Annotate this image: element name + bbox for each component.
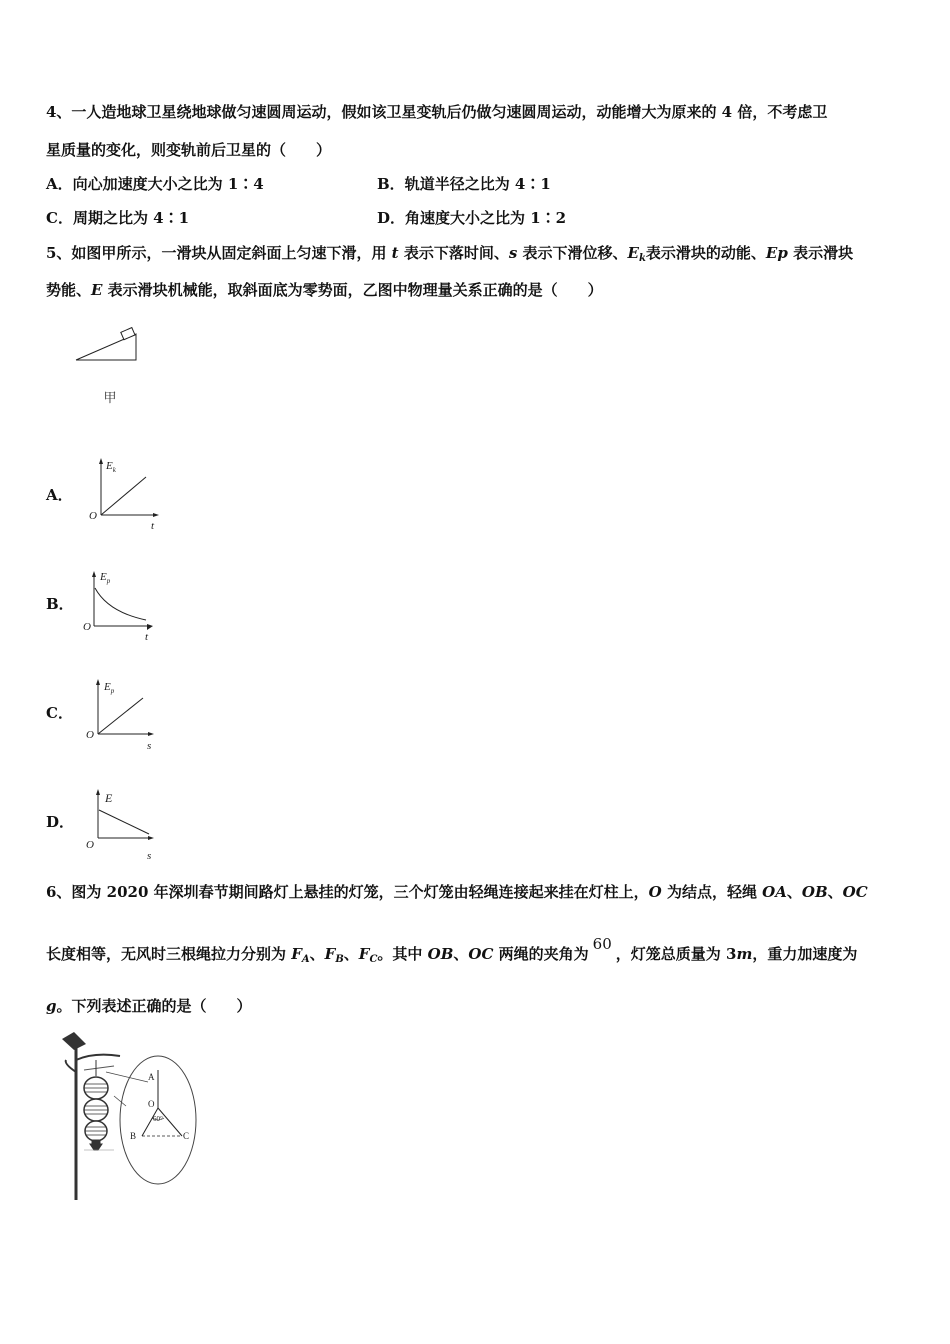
solar-panel-icon <box>62 1032 86 1050</box>
y-label: $E_k$ <box>106 460 116 474</box>
q5-option-b-letter: B． <box>46 595 74 613</box>
q6-stem-line3: g。下列表述正确的是（ ） <box>46 997 252 1015</box>
q4-stem-line1: 4、一人造地球卫星绕地球做匀速圆周运动，假如该卫星变轨后仍做匀速圆周运动，动能增大为原来的 4 倍，不考虑卫 <box>46 103 828 121</box>
x-arrow <box>153 513 159 517</box>
origin-label: O <box>83 621 91 633</box>
x-arrow <box>148 836 154 840</box>
lantern-figure <box>54 1030 204 1206</box>
x-arrow <box>148 732 154 736</box>
origin-label: O <box>86 729 94 741</box>
angle-label: 60° <box>153 1115 163 1123</box>
q5-option-a-letter: A． <box>46 486 73 504</box>
y-label: E <box>105 791 113 805</box>
q6-stem-line1: 6、图为 2020 年深圳春节期间路灯上悬挂的灯笼，三个灯笼由轻绳连接起来挂在灯柱上，O 为结点，轻绳 OA、OB、OC <box>46 883 868 901</box>
x-arrow <box>147 624 153 630</box>
y-label: $E_p$ <box>100 571 111 585</box>
graph-line <box>101 477 146 515</box>
figure-caption: 甲 <box>103 390 117 405</box>
q5-stem-line1: 5、如图甲所示，一滑块从固定斜面上匀速下滑，用 t 表示下落时间、s 表示下滑位移、$E_k$表示滑块的动能、Ep 表示滑块 <box>46 244 854 264</box>
lamp-arm <box>76 1055 120 1060</box>
x-label: t <box>151 520 155 532</box>
origin-label: O <box>86 839 94 851</box>
y-arrow <box>96 679 100 685</box>
q5-option-a-graph <box>84 455 164 535</box>
angle-value: 60 <box>592 935 612 953</box>
origin-label: O <box>89 510 97 522</box>
q4-option-a: A．向心加速度大小之比为 1∶4 <box>46 175 264 193</box>
graph-line <box>98 698 143 734</box>
sliding-block <box>121 328 135 340</box>
q4-option-d: D．角速度大小之比为 1∶2 <box>377 209 567 227</box>
label-A: A <box>148 1072 155 1082</box>
lantern-stack-icon <box>84 1060 108 1150</box>
x-label: t <box>145 631 149 643</box>
y-arrow <box>99 458 103 464</box>
q5-option-d-graph <box>83 786 163 866</box>
label-O: O <box>148 1099 155 1109</box>
label-C: C <box>183 1131 190 1141</box>
y-arrow <box>92 571 96 577</box>
q4-option-c: C．周期之比为 4∶1 <box>46 209 190 227</box>
q5-option-b-graph <box>80 568 164 648</box>
incline-figure <box>70 322 150 412</box>
x-label: s <box>147 850 152 862</box>
x-label: s <box>147 740 152 752</box>
graph-curve <box>95 588 146 620</box>
q5-stem-line2: 势能、E 表示滑块机械能，取斜面底为零势面，乙图中物理量关系正确的是（ ） <box>46 281 603 299</box>
label-B: B <box>130 1131 137 1141</box>
graph-line <box>99 810 149 834</box>
q5-option-c-letter: C． <box>46 704 73 722</box>
q4-option-b: B．轨道半径之比为 4∶1 <box>377 175 551 193</box>
y-label: $E_p$ <box>104 681 115 695</box>
q6-stem-line2: 长度相等，无风时三根绳拉力分别为 $F_A$、$F_B$、$F_C$。其中 OB、OC 两绳的夹角为60，灯笼总质量为 3m，重力加速度为 <box>46 935 858 965</box>
y-arrow <box>96 789 100 795</box>
q5-option-c-graph <box>83 676 163 756</box>
q4-stem-line2: 星质量的变化，则变轨前后卫星的（ ） <box>46 141 332 159</box>
q5-option-d-letter: D． <box>46 813 75 831</box>
